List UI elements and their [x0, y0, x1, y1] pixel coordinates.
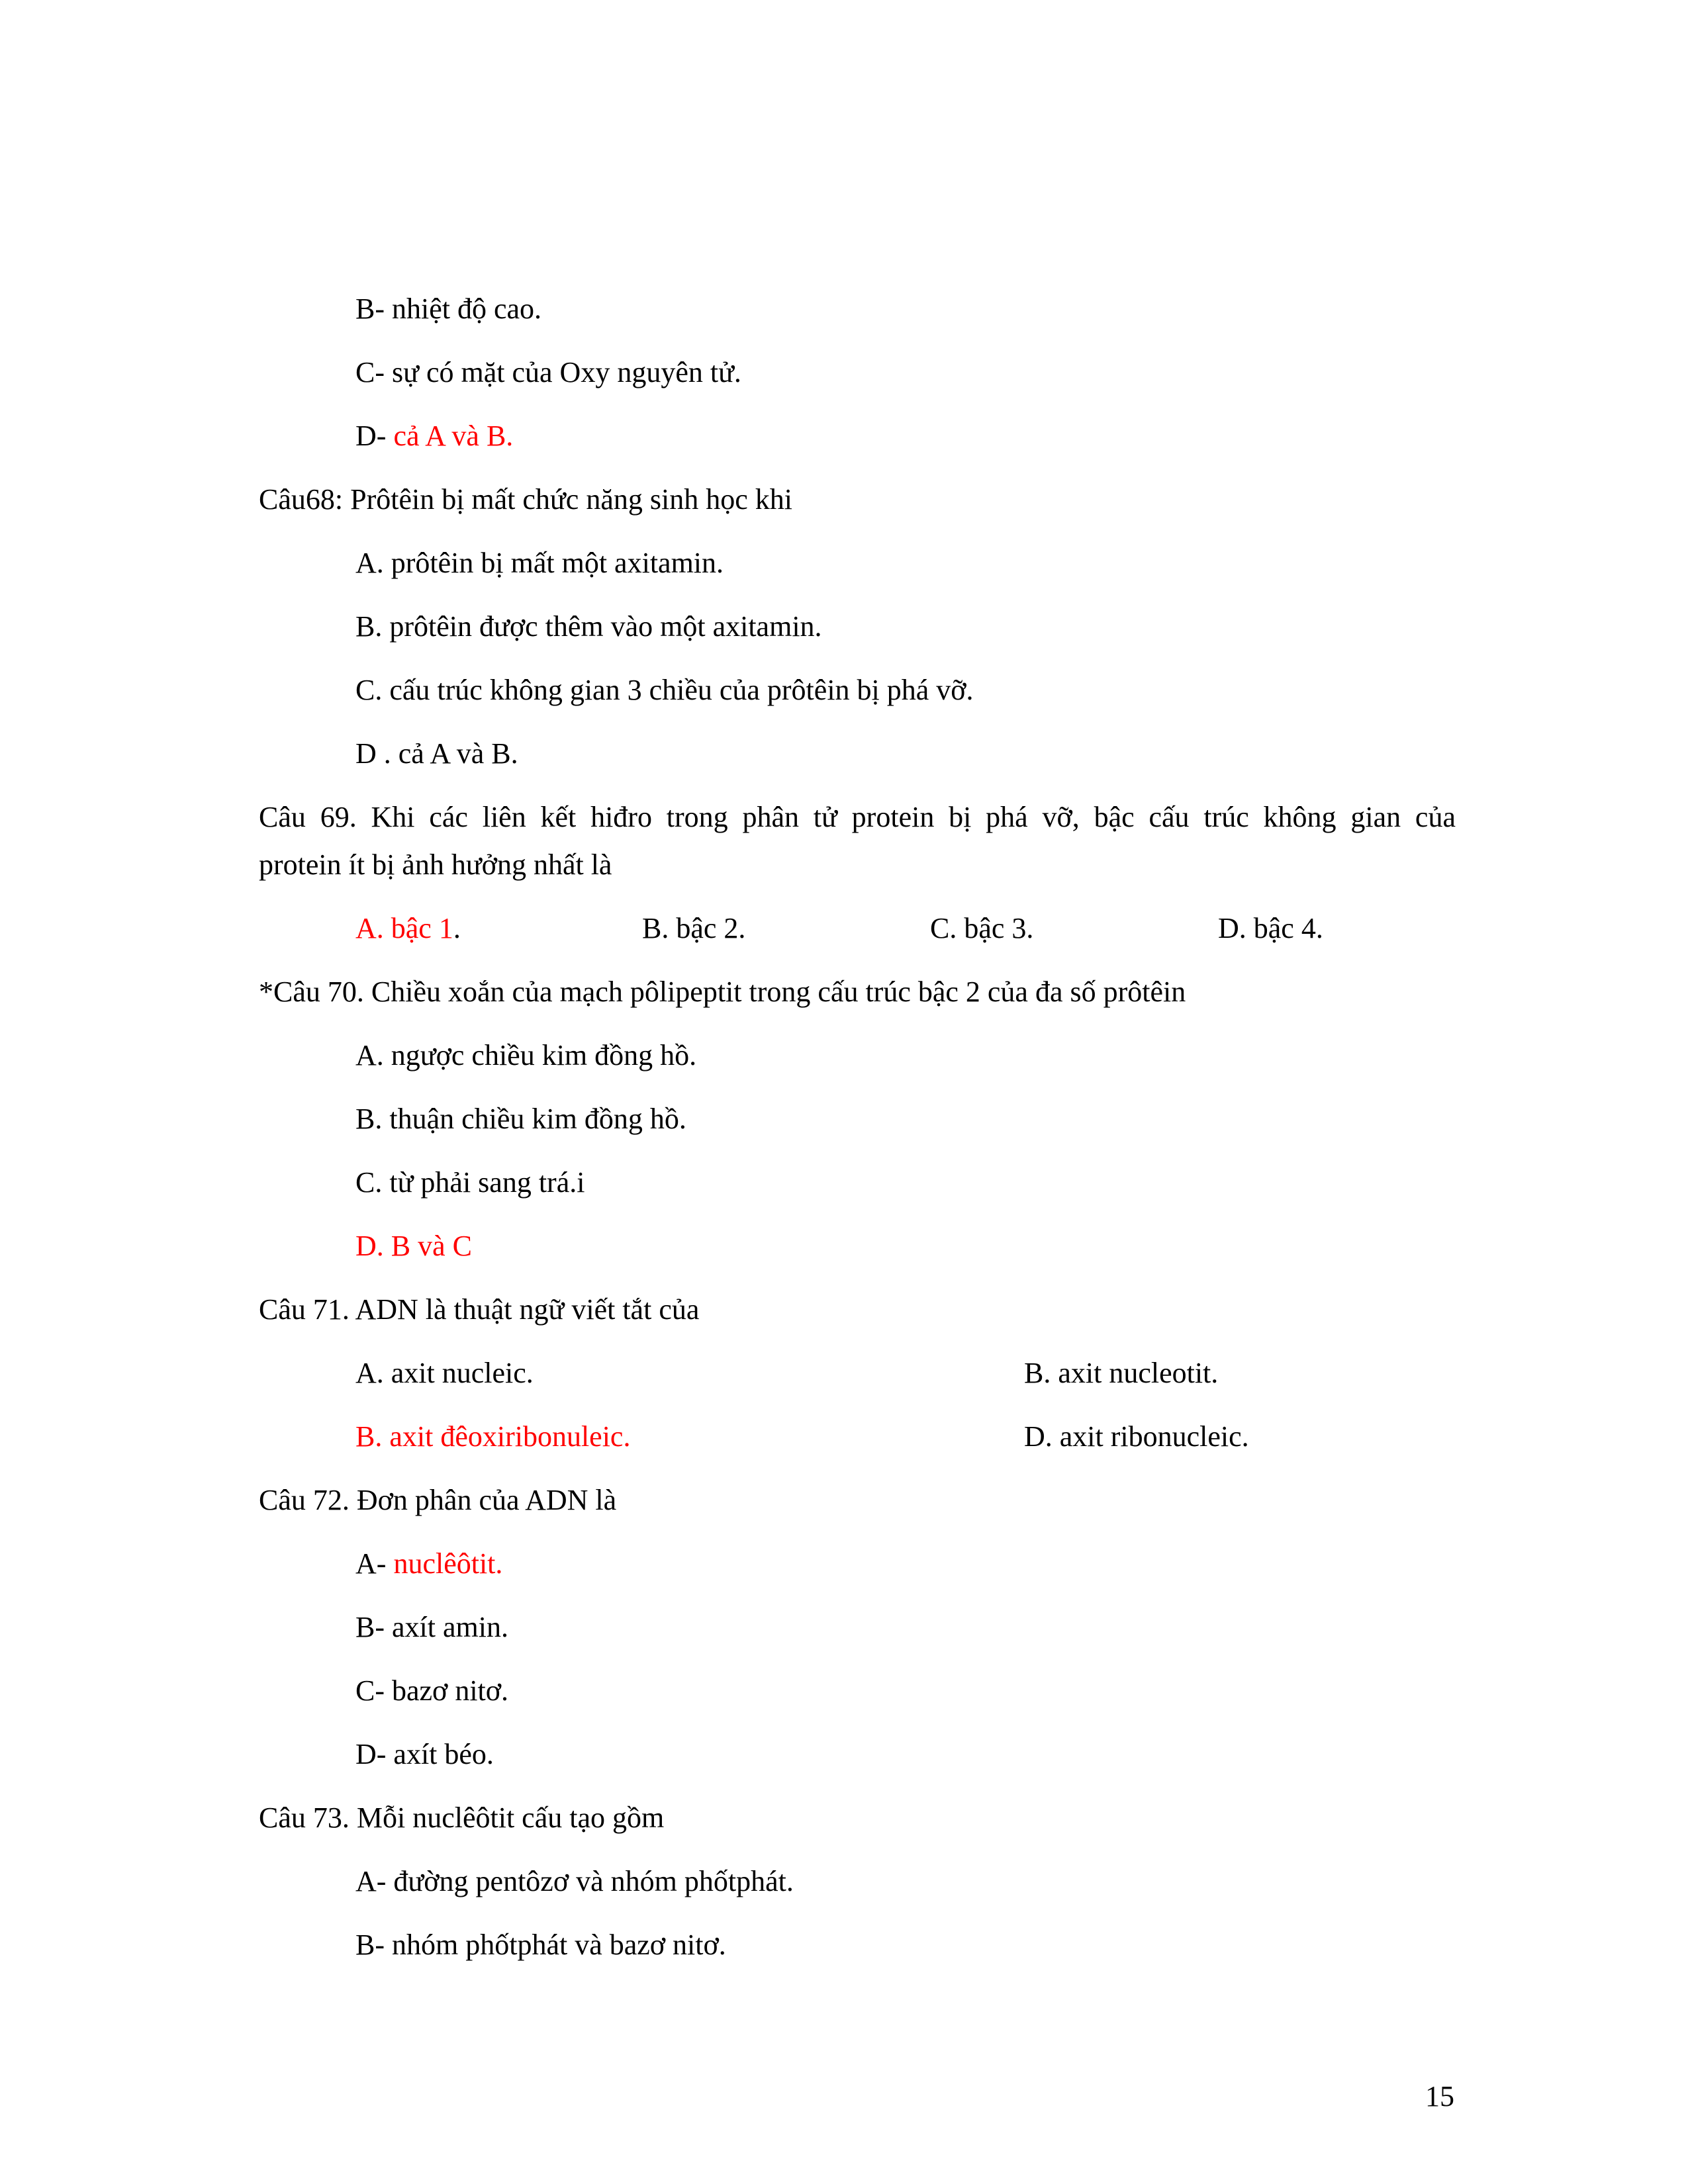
q68-option-b: B. prôtêin được thêm vào một axitamin.	[355, 610, 822, 643]
q70-option-c: C. từ phải sang trá.i	[355, 1166, 585, 1199]
q69-question-line1: Câu 69. Khi các liên kết hiđro trong phân tử protein bị phá vỡ, bậc cấu trúc không gian của	[259, 801, 1456, 833]
q72-option-c: C- bazơ nitơ.	[355, 1674, 509, 1707]
q72-option-a	[355, 1547, 502, 1581]
q68-option-a: A. prôtêin bị mất một axitamin.	[355, 547, 724, 579]
page-number: 15	[1425, 2080, 1454, 2113]
q73-option-b: B- nhóm phốtphát và bazơ nitơ.	[355, 1929, 726, 1961]
q70-option-a: A. ngược chiều kim đồng hồ.	[355, 1039, 697, 1071]
q71-option-a: A. axit nucleic.	[355, 1357, 534, 1389]
q71-option-d: D. axit ribonucleic.	[1024, 1420, 1249, 1453]
q71-answer: B. axit đêoxiribonuleic.	[355, 1420, 631, 1453]
q73-option-a: A- đường pentôzơ và nhóm phốtphát.	[355, 1865, 794, 1897]
q69-option-a	[355, 911, 461, 946]
q72-option-b: B- axít amin.	[355, 1611, 508, 1643]
q69-answer: A. bậc 1	[355, 912, 453, 944]
q67-answer: cả A và B.	[393, 420, 514, 452]
q67-option-b: B- nhiệt độ cao.	[355, 293, 542, 325]
q69-option-d: D. bậc 4.	[1218, 912, 1323, 944]
q69-question-line2: protein ít bị ảnh hưởng nhất là	[259, 848, 612, 881]
q70-question: *Câu 70. Chiều xoắn của mạch pôlipeptit trong cấu trúc bậc 2 của đa số prôtêin	[259, 976, 1186, 1008]
q69-option-a-suffix: .	[453, 912, 461, 944]
q68-option-d: D . cả A và B.	[355, 737, 518, 770]
q73-question: Câu 73. Mỗi nuclêôtit cấu tạo gồm	[259, 1801, 665, 1834]
q68-question: Câu68: Prôtêin bị mất chức năng sinh học khi	[259, 483, 792, 516]
q72-answer: nuclêôtit.	[393, 1547, 503, 1580]
q71-question: Câu 71. ADN là thuật ngữ viết tắt của	[259, 1293, 700, 1326]
q72-option-a-prefix: A-	[355, 1547, 394, 1580]
q70-option-b: B. thuận chiều kim đồng hồ.	[355, 1103, 686, 1135]
q69-option-c: C. bậc 3.	[930, 912, 1034, 944]
q71-option-b: B. axit nucleotit.	[1024, 1357, 1219, 1389]
q70-answer: D. B và C	[355, 1230, 472, 1262]
q67-option-d-prefix: D-	[355, 420, 394, 452]
q72-option-d: D- axít béo.	[355, 1738, 494, 1770]
q68-option-c: C. cấu trúc không gian 3 chiều của prôtêin bị phá vỡ.	[355, 674, 974, 706]
q72-question: Câu 72. Đơn phân của ADN là	[259, 1484, 617, 1516]
q69-option-b: B. bậc 2.	[642, 912, 746, 944]
q67-option-c: C- sự có mặt của Oxy nguyên tử.	[355, 356, 741, 388]
q67-option-d	[355, 419, 513, 453]
